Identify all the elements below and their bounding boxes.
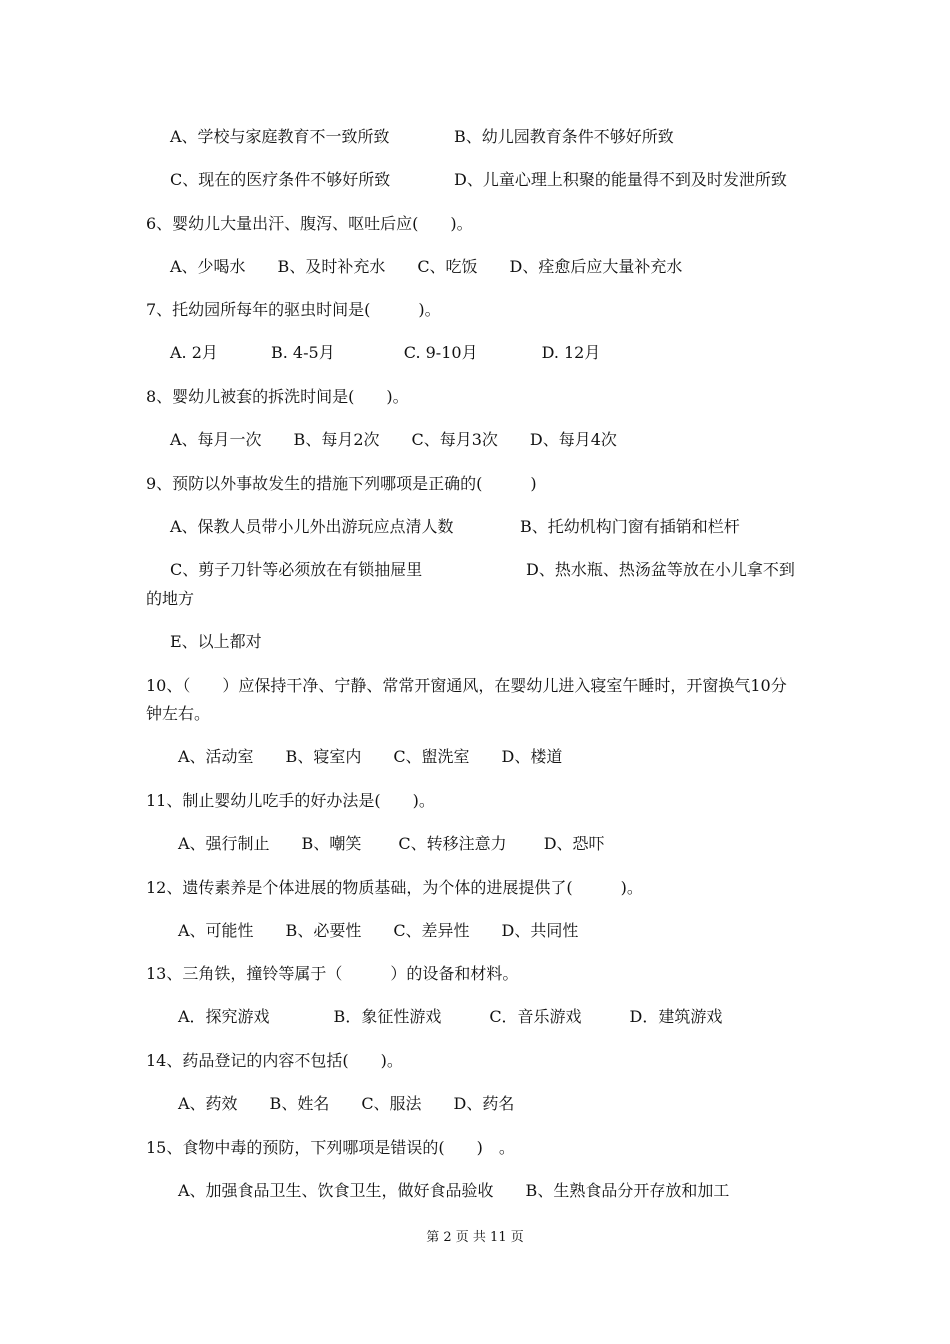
q15-options: A、加强食品卫生、饮食卫生，做好食品验收 B、生熟食品分开存放和加工 [178,1181,730,1200]
q6-question: 6、婴幼儿大量出汗、腹泻、呕吐后应( )。 [146,214,473,233]
q12-question: 12、遗传素养是个体进展的物质基础，为个体的进展提供了( )。 [146,878,643,897]
q5-option-d: D、儿童心理上积聚的能量得不到及时发泄所致 [454,170,787,189]
q9-option-c: C、剪子刀针等必须放在有锁抽屉里 [170,560,423,579]
q14-options: A、药效 B、姓名 C、服法 D、药名 [178,1094,515,1113]
q5-option-c: C、现在的医疗条件不够好所致 [170,170,391,189]
q5-option-b: B、幼儿园教育条件不够好所致 [454,127,674,146]
q9-question: 9、预防以外事故发生的措施下列哪项是正确的( ) [146,474,537,493]
q7-options: A. 2月 B. 4-5月 C. 9-10月 D. 12月 [170,343,601,362]
q9-option-d: D、热水瓶、热汤盆等放在小儿拿不到 [526,560,795,579]
q6-options: A、少喝水 B、及时补充水 C、吃饭 D、痊愈后应大量补充水 [170,257,683,276]
q10-question-wrap: 钟左右。 [146,704,211,723]
q13-question: 13、三角铁，撞铃等属于（ ）的设备和材料。 [146,964,519,983]
q11-question: 11、制止婴幼儿吃手的好办法是( )。 [146,791,435,810]
q9-option-e: E、以上都对 [170,632,262,651]
q12-options: A、可能性 B、必要性 C、差异性 D、共同性 [178,921,579,940]
page-footer: 第 2 页 共 11 页 [426,1230,524,1245]
q9-option-b: B、托幼机构门窗有插销和栏杆 [520,517,740,536]
q9-option-d-wrap: 的地方 [146,589,195,608]
q9-option-a: A、保教人员带小儿外出游玩应点清人数 [170,517,454,536]
q13-options: A．探究游戏 B．象征性游戏 C．音乐游戏 D．建筑游戏 [178,1007,723,1026]
q14-question: 14、药品登记的内容不包括( )。 [146,1051,403,1070]
q11-options: A、强行制止 B、嘲笑 C、转移注意力 D、恐吓 [178,834,605,853]
q10-question: 10、（ ）应保持干净、宁静、常常开窗通风，在婴幼儿进入寝室午睡时，开窗换气10分 [146,676,787,695]
q10-options: A、活动室 B、寝室内 C、盥洗室 D、楼道 [178,747,563,766]
q8-question: 8、婴幼儿被套的拆洗时间是( )。 [146,387,409,406]
q15-question: 15、食物中毒的预防，下列哪项是错误的( ) 。 [146,1138,515,1157]
q5-option-a: A、学校与家庭教育不一致所致 [170,127,390,146]
q8-options: A、每月一次 B、每月2次 C、每月3次 D、每月4次 [170,430,617,449]
q7-question: 7、托幼园所每年的驱虫时间是( )。 [146,300,441,319]
